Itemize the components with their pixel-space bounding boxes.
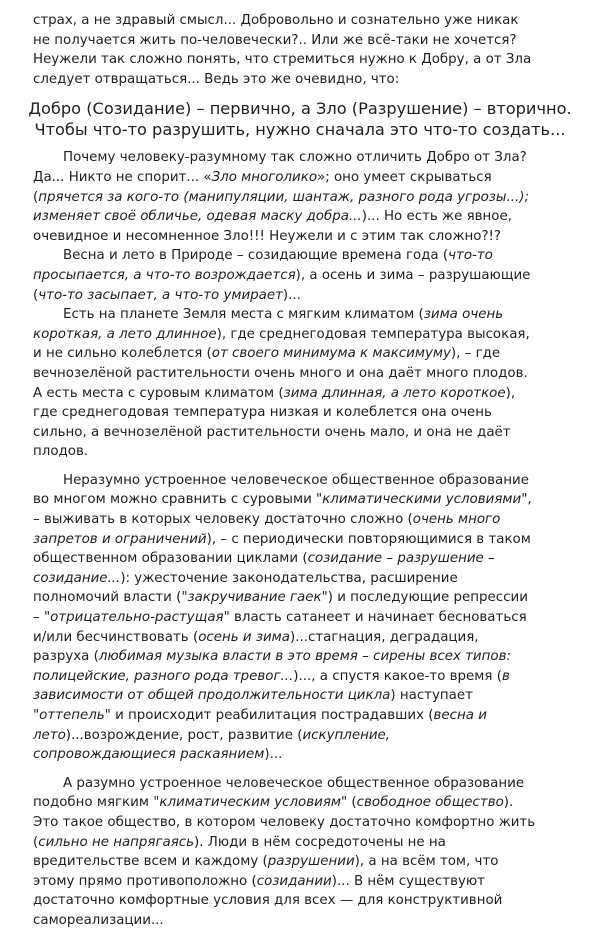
italic-text: закручивание гаек (187, 590, 322, 606)
italic-text: запретов и ограничений (33, 531, 207, 547)
italic-text: короткая, а лето длинное (33, 326, 217, 342)
text: Добро (Созидание) – первично, а Зло (Разрушение) – вторично. (28, 99, 572, 119)
text: подобно мягким " (33, 795, 160, 811)
italic-text: Зло многолико (211, 169, 318, 185)
text: " власть сатанеет и начинает бесноваться (223, 610, 527, 626)
italic-text: климатическими условиями (322, 492, 522, 508)
text-line (33, 148, 593, 168)
text-line (33, 423, 593, 443)
text-line (33, 647, 593, 667)
text: и/или бесчинствовать ( (33, 629, 199, 645)
text: )... (264, 747, 283, 763)
text-line (33, 325, 593, 345)
text: )... В нём существуют (331, 873, 485, 889)
italic-text: созидание – разрушение – (307, 551, 495, 567)
text: этому прямо противоположно ( (33, 873, 257, 889)
text-line (33, 549, 593, 569)
text: – выживать в которых человеку достаточно сложно ( (33, 512, 413, 528)
text: Неужели так сложно понять, что стремиться нужно к Добру, а от Зла (33, 52, 532, 68)
text-line (33, 344, 593, 364)
text-line (33, 628, 593, 648)
text: ", (521, 492, 532, 508)
text-line (33, 745, 593, 765)
text-line (33, 608, 593, 628)
text: плодов. (33, 444, 89, 460)
text: вредительстве всем и каждому ( (33, 854, 268, 870)
text: ), а на всём том, что (354, 854, 499, 870)
text: ), а осень и зима – разрушающие (295, 267, 531, 283)
text-line (33, 911, 593, 931)
italic-text: лето (33, 727, 66, 743)
text-line (33, 364, 593, 384)
text-line (33, 686, 593, 706)
italic-text: осень и зима (198, 629, 290, 645)
text-line (33, 31, 593, 51)
text: во многом можно сравнить с суровыми " (33, 492, 323, 508)
text: )...стагнация, деградация, (289, 629, 479, 645)
italic-text: зависимости от общей продолжительности цикла (33, 688, 391, 704)
text: Чтобы что-то разрушить, нужно сначала это что-то создать... (34, 120, 566, 140)
text-line (33, 726, 593, 746)
paragraph (33, 148, 593, 462)
text: Весна и лето в Природе – созидающие времена года ( (63, 248, 449, 264)
text-line (33, 50, 593, 70)
text: ") и последующие репрессии (321, 590, 528, 606)
text: ) наступает (390, 688, 473, 704)
text-line (33, 442, 593, 462)
text: страх, а не здравый смысл... Добровольно и сознательно уже никак (33, 13, 519, 28)
text: где среднегодовая температура низкая и колеблется она очень (33, 405, 492, 421)
text-line (33, 490, 593, 510)
paragraph (33, 471, 593, 765)
italic-text: в (501, 668, 510, 684)
text: )... (282, 287, 301, 303)
text-line (33, 530, 593, 550)
text: Неразумно устроенное человеческое общественное образование (63, 472, 529, 488)
italic-text: очень много (412, 512, 501, 528)
text: ( (33, 189, 39, 205)
text: ), – с периодически повторяющимися в таком (206, 531, 531, 547)
text-line (33, 872, 593, 892)
italic-text: просыпается, а что-то возрождается (33, 267, 296, 283)
text-line (33, 813, 593, 833)
text-line (33, 852, 593, 872)
italic-text: искупление, (302, 727, 391, 743)
text: )..., а спустя какое-то время ( (293, 668, 502, 684)
text: ). Люди в нём сосредоточены не на (194, 834, 446, 850)
text-line (33, 403, 593, 423)
text-line (33, 793, 593, 813)
italic-text: полицейские, разного рода тревог... (33, 668, 294, 684)
text: ), (505, 385, 516, 401)
text: " (33, 708, 40, 723)
text: Есть на планете Земля места с мягким климатом ( (63, 307, 424, 323)
text: не получается жить по-человечески?.. Или же всё-таки не хочется? (33, 32, 517, 48)
text: Да... Никто не спорит... « (33, 169, 212, 185)
italic-text: свободное общество (356, 795, 504, 811)
text: Почему человеку-разумному так сложно отличить Добро от Зла? (63, 150, 527, 166)
text-line (33, 70, 593, 90)
text: ). (503, 795, 514, 811)
text-line (33, 305, 593, 325)
italic-text: что-то засыпает, а что-то умирает (38, 287, 283, 303)
text-line (33, 266, 593, 286)
text: – " (33, 610, 51, 626)
text: и не сильно колеблется ( (33, 346, 212, 362)
text: самореализации... (33, 912, 164, 928)
text: достаточно комфортные условия для всех — для конструктивной (33, 893, 503, 909)
text: ): ужесточение законодательства, расширение (120, 570, 458, 586)
text-line (33, 11, 593, 31)
text: " ( (341, 795, 357, 811)
text: очевидное и несомненное Зло!!! Неужели и с этим так сложно?!? (33, 228, 502, 244)
italic-text: разрушении (267, 854, 355, 870)
italic-text: климатическим условиям (159, 795, 341, 811)
italic-text: созидание... (33, 570, 121, 586)
text-line (33, 588, 593, 608)
text: вечнозелёной растительности очень много и она даёт много плодов. (33, 365, 528, 381)
italic-text: сопровождающиеся раскаянием (33, 747, 265, 763)
text-line (33, 207, 593, 227)
paragraph (33, 11, 593, 89)
text-line (33, 833, 593, 853)
text-line (33, 471, 593, 491)
text-line (33, 246, 593, 266)
text: А есть места с суровым климатом ( (33, 385, 284, 401)
text-line (33, 774, 593, 794)
italic-text: изменяет своё обличье, одевая маску добра... (33, 209, 362, 225)
text-line (33, 510, 593, 530)
highlighted-statement (0, 98, 600, 140)
text-line (33, 891, 593, 911)
italic-text: отрицательно-растущая (50, 610, 224, 626)
text-line (33, 227, 593, 247)
text-line (33, 188, 593, 208)
text: »; оно умеет скрываться (317, 169, 492, 185)
text-line (33, 384, 593, 404)
text-line (33, 569, 593, 589)
italic-text: весна и (433, 708, 487, 723)
italic-text: зима очень (423, 307, 504, 323)
paragraph (33, 774, 593, 931)
text: )... Но есть же явное, (361, 209, 512, 225)
text: ( (33, 287, 39, 303)
text: полномочий власти (" (33, 590, 188, 606)
text-line (33, 286, 593, 306)
italic-text: созидании (256, 873, 332, 889)
text: А разумно устроенное человеческое общественное образование (63, 775, 525, 791)
italic-text: прячется за кого-то (манипуляции, шантаж, разного рода угрозы...); (38, 189, 529, 205)
document-body (28, 11, 593, 931)
text: )...возрождение, рост, развитие ( (65, 727, 303, 743)
text: сильно, а вечнозелёной растительности очень мало, и она не даёт (33, 424, 511, 440)
text: ), – где (450, 346, 501, 362)
text: ( (33, 834, 39, 850)
text-line (0, 98, 600, 119)
text: " и происходит реабилитация пострадавших ( (104, 708, 434, 723)
text-line (33, 667, 593, 687)
text: ), где среднегодовая температура высокая, (216, 326, 530, 342)
italic-text: от своего минимума к максимуму (211, 346, 451, 362)
italic-text: сильно не напрягаясь (38, 834, 195, 850)
text-line (33, 706, 593, 726)
text: общественном образовании циклами ( (33, 551, 308, 567)
italic-text: зима длинная, а лето короткое (283, 385, 506, 401)
italic-text: любимая музыка власти в это время – сирены всех типов: (98, 649, 511, 665)
text: следует отвращаться... Ведь это же очевидно, что: (33, 71, 400, 87)
text-line (0, 119, 600, 140)
italic-text: что-то (448, 248, 493, 264)
text: Это такое общество, в котором человеку достаточно комфортно жить (33, 814, 536, 830)
italic-text: оттепель (39, 708, 105, 723)
text-line (33, 168, 593, 188)
text: разруха ( (33, 649, 99, 665)
